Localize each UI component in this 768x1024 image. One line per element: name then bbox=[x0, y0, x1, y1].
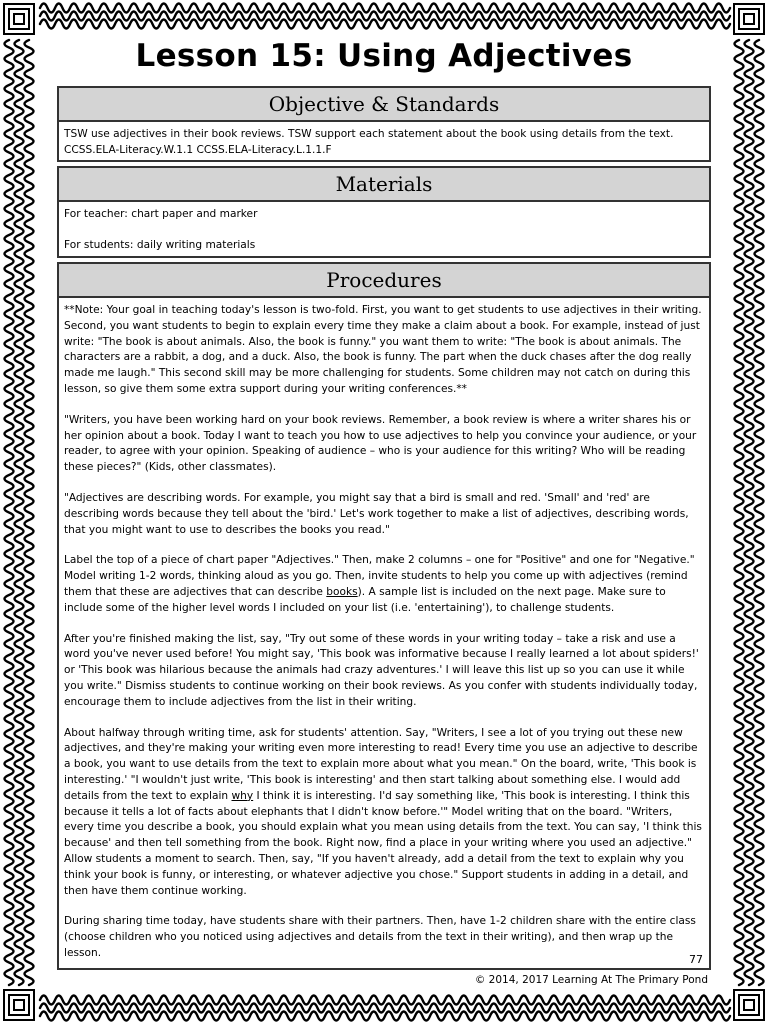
objective-body bbox=[59, 122, 709, 163]
underlined-word: books bbox=[326, 585, 358, 598]
underlined-word: why bbox=[231, 789, 254, 802]
text-run: I think it is interesting. I'd say something like, 'This book is interesting. I think this because it tells a lot of facts about elephants that I didn't know before.'" Model writing that on the board. "Writers, every time you describe a book, you should explain what you mean using details from the text. You can say, 'I think this because' and then tell something from the book. Right now, find a place in your writing where you used an adjective." Allow students a moment to search. Then, say, "If you haven't already, add a detail from the text to explain why you think your book is funny, or interesting, or whatever adjective you chose." Support students in adding in a detail, and then have them continue working. bbox=[64, 789, 702, 897]
corner-spiral-icon bbox=[4, 4, 34, 34]
wavy-border-line bbox=[40, 1012, 730, 1021]
standards-text: CCSS.ELA-Literacy.W.1.1 CCSS.ELA-Literacy.L.1.1.F bbox=[64, 143, 332, 156]
objective-text: TSW use adjectives in their book reviews. TSW support each statement about the book using details from the text. bbox=[64, 128, 674, 140]
procedure-note: **Note: Your goal in teaching today's lesson is two-fold. First, you want to get students to use adjectives in their writing. Second, you want students to begin to explain every time they make a claim about a book. For example, instead of just write: "The book is about animals. Also, the book is funny." you want them to write: "The book is about animals. The characters are a rabbit, a dog, and a duck. Also, the book is funny. The part when the duck chases after the dog really made me laugh." This second skill may be more challenging for students. Some children may not catch on during this lesson, so give them some extra support during your writing conferences.** bbox=[64, 304, 702, 395]
materials-body bbox=[59, 202, 709, 258]
teacher-materials: For teacher: chart paper and marker bbox=[64, 208, 258, 220]
materials-section bbox=[57, 166, 711, 258]
procedure-paragraph: "Adjectives are describing words. For example, you might say that a bird is small and red. 'Small' and 'red' are describing words because they tell about the 'bird.' Let's work together to make a list of adjectives, describing words, that you might want to use to describes the books you read." bbox=[64, 491, 689, 536]
wavy-border-line bbox=[15, 40, 24, 985]
procedures-heading: Procedures bbox=[59, 264, 709, 298]
procedure-paragraph: "Writers, you have been working hard on your book reviews. Remember, a book review is where a writer shares his or her opinion about a book. Today I want to teach you how to use adjectives to help you convince your audience, or your reader, to agree with your opinion. Speaking of audience – who is your audience for this writing? Who will be reading these pieces?" (Kids, other classmates). bbox=[64, 413, 697, 474]
wavy-border-line bbox=[40, 12, 730, 21]
text-run: About halfway through writing time, ask for students' attention. Say, "Writers, I see a lot of you trying out these new adjectives, and they're making your writing even more interesting to read! Every time you use an adjective to describe a book, you want to use details from the text to explain more about what you mean." On the board, write, 'This book is interesting.' "I wouldn't just write, 'This book is interesting' and then start talking about something else. I would add details from the text to explain bbox=[64, 726, 698, 802]
wavy-border-line bbox=[755, 40, 764, 985]
procedure-paragraph bbox=[64, 726, 703, 900]
corner-spiral-icon bbox=[734, 4, 764, 34]
page-title: Lesson 15: Using Adjectives bbox=[135, 38, 633, 74]
procedures-section bbox=[57, 262, 711, 970]
text-run: Label the top of a piece of chart paper "Adjectives." Then, make 2 columns – one for "Positive" and one for "Negative." Model writing 1-2 words, thinking aloud as you go. Then, invite students to help you come up with adjectives (remind them that these are adjectives that can describe bbox=[64, 554, 695, 598]
wavy-border-line bbox=[745, 40, 754, 985]
wavy-border-line bbox=[40, 20, 730, 29]
corner-spiral-icon bbox=[4, 990, 34, 1020]
procedures-body bbox=[59, 298, 709, 966]
wavy-border-line bbox=[735, 40, 744, 985]
student-materials: For students: daily writing materials bbox=[64, 238, 256, 251]
copyright-notice: © 2014, 2017 Learning At The Primary Pond bbox=[474, 974, 708, 986]
procedure-paragraph: After you're finished making the list, say, "Try out some of these words in your writing today – take a risk and use a word you've never used before! You might say, 'This book was informative because I really learned a lot about spiders!' or 'This book was hilarious because the animals had crazy adventures.' I will leave this list up so you can use it while you write." Dismiss students to continue working on their book reviews. As you confer with students individually today, encourage them to include adjectives from the list in their writing. bbox=[64, 632, 699, 708]
objective-section bbox=[57, 86, 711, 162]
wavy-border-line bbox=[40, 4, 730, 13]
wavy-border-line bbox=[40, 1004, 730, 1013]
procedure-paragraph: During sharing time today, have students share with their partners. Then, have 1-2 children share with the entire class (choose children who you noticed using adjectives and details from the text in their writing), and then wrap up the lesson. bbox=[64, 915, 696, 959]
materials-heading: Materials bbox=[59, 168, 709, 202]
wavy-border-line bbox=[5, 40, 14, 985]
procedure-paragraph bbox=[64, 553, 703, 616]
corner-spiral-icon bbox=[734, 990, 764, 1020]
wavy-border-line bbox=[25, 40, 34, 985]
text-run: ). A sample list is included on the next page. Make sure to include some of the higher level words I included on your list (i.e. 'entertaining'), to challenge students. bbox=[64, 585, 666, 614]
objective-heading: Objective & Standards bbox=[59, 88, 709, 122]
page-number: 77 bbox=[689, 953, 703, 966]
wavy-border-line bbox=[40, 996, 730, 1005]
